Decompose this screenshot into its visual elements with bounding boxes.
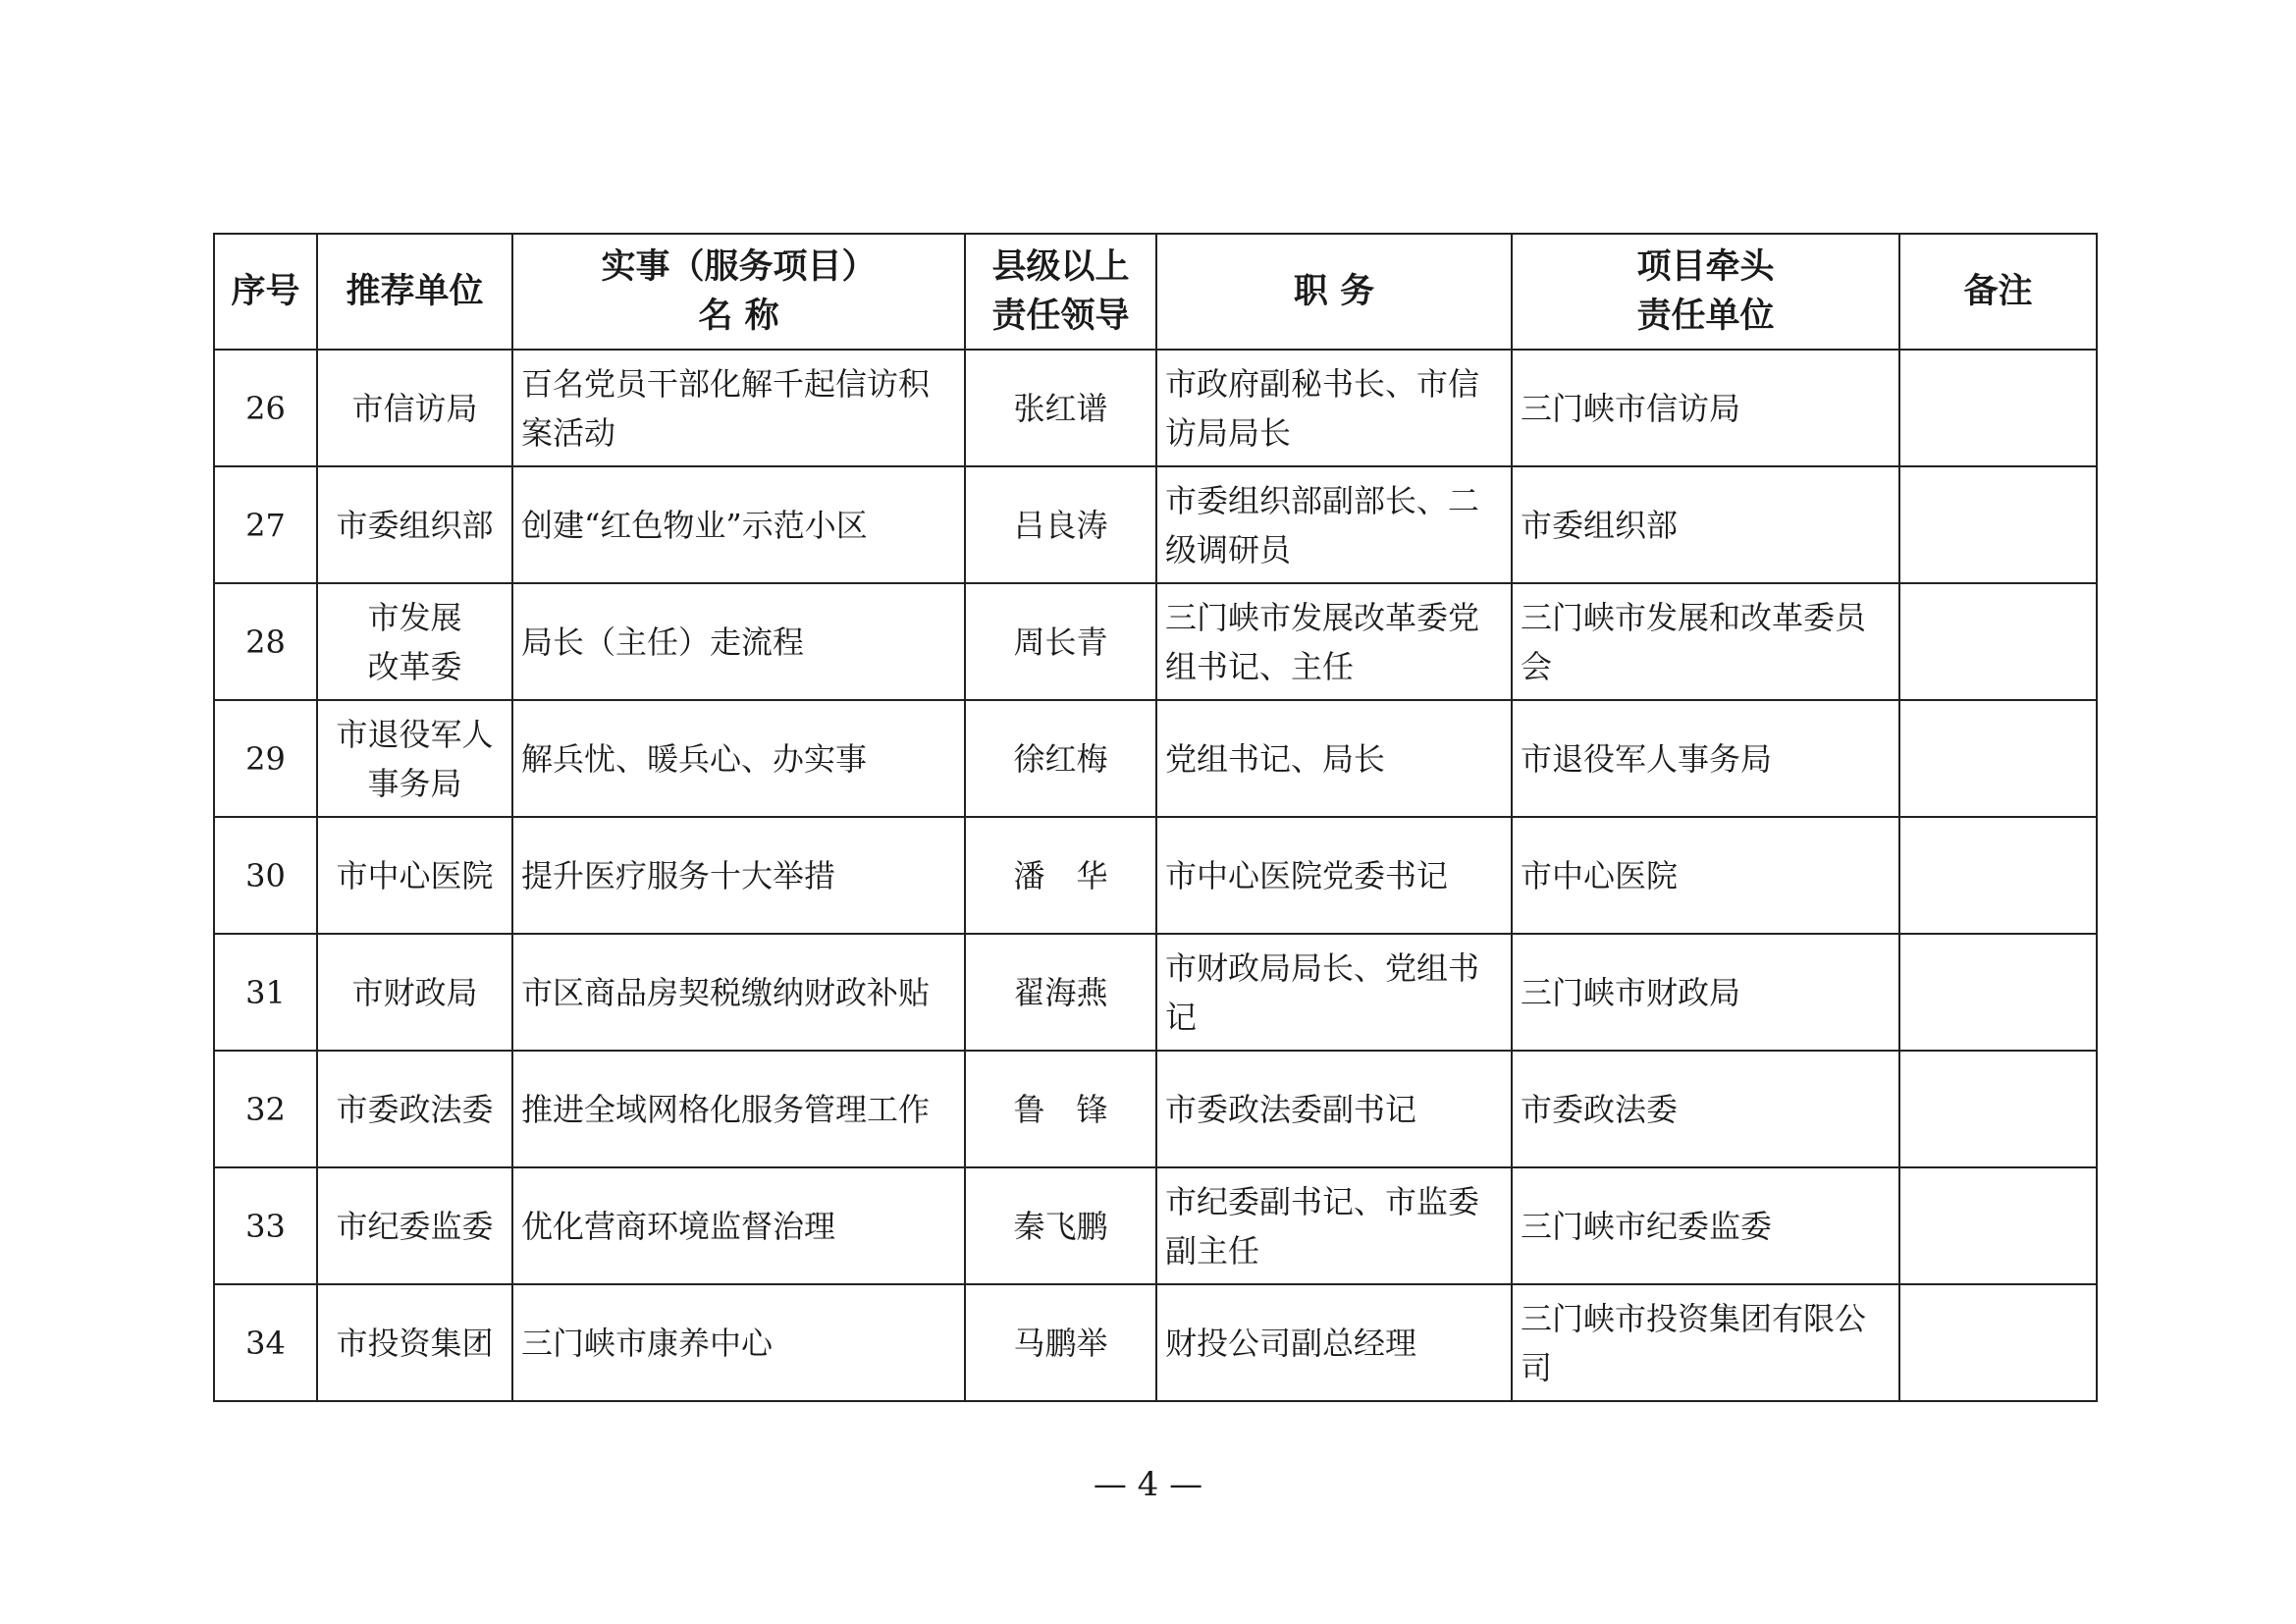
projects-table [213, 233, 2098, 1402]
responsible-leader: 潘 华 [965, 817, 1156, 934]
remark [1899, 700, 2097, 817]
lead-unit: 市中心医院 [1512, 817, 1899, 934]
table-row [214, 700, 2097, 817]
table-body [214, 350, 2097, 1401]
project-name: 三门峡市康养中心 [512, 1284, 965, 1401]
header-leader-line2: 责任领导 [991, 297, 1130, 336]
remark [1899, 1051, 2097, 1167]
project-name: 推进全域网格化服务管理工作 [512, 1051, 965, 1167]
recommending-unit [317, 350, 512, 466]
recommending-unit [317, 1051, 512, 1167]
unit-line1: 市投资集团 [336, 1324, 494, 1362]
leader-duty: 市纪委副书记、市监委副主任 [1156, 1167, 1512, 1284]
project-name: 解兵忧、暖兵心、办实事 [512, 700, 965, 817]
recommending-unit [317, 817, 512, 934]
remark [1899, 1284, 2097, 1401]
header-name-line1: 实事（服务项目） [601, 247, 877, 287]
responsible-leader: 鲁 锋 [965, 1051, 1156, 1167]
table-row [214, 1051, 2097, 1167]
leader-duty: 市委组织部副部长、二级调研员 [1156, 466, 1512, 583]
remark [1899, 817, 2097, 934]
row-number: 28 [214, 583, 317, 700]
project-name: 创建“红色物业”示范小区 [512, 466, 965, 583]
row-number: 29 [214, 700, 317, 817]
row-number: 33 [214, 1167, 317, 1284]
header-leader-line1: 县级以上 [991, 247, 1130, 287]
remark [1899, 934, 2097, 1051]
unit-line2: 事务局 [367, 764, 462, 802]
header-lead-line1: 项目牵头 [1636, 247, 1775, 287]
row-number: 31 [214, 934, 317, 1051]
row-number: 26 [214, 350, 317, 466]
header-lead-line2: 责任单位 [1636, 297, 1775, 336]
lead-unit: 市委政法委 [1512, 1051, 1899, 1167]
header-duty: 职 务 [1156, 234, 1512, 350]
project-name: 市区商品房契税缴纳财政补贴 [512, 934, 965, 1051]
remark [1899, 583, 2097, 700]
unit-line1: 市委政法委 [336, 1090, 494, 1128]
table-row [214, 583, 2097, 700]
responsible-leader: 秦飞鹏 [965, 1167, 1156, 1284]
recommending-unit [317, 700, 512, 817]
unit-line1: 市中心医院 [336, 856, 494, 894]
table-row [214, 934, 2097, 1051]
header-no: 序号 [214, 234, 317, 350]
unit-line2: 改革委 [367, 647, 462, 685]
lead-unit: 三门峡市纪委监委 [1512, 1167, 1899, 1284]
leader-duty: 市中心医院党委书记 [1156, 817, 1512, 934]
unit-line1: 市发展 [367, 598, 462, 636]
project-name: 提升医疗服务十大举措 [512, 817, 965, 934]
responsible-leader: 吕良涛 [965, 466, 1156, 583]
leader-duty: 市政府副秘书长、市信访局局长 [1156, 350, 1512, 466]
header-lead-unit [1512, 234, 1899, 350]
row-number: 30 [214, 817, 317, 934]
row-number: 34 [214, 1284, 317, 1401]
leader-duty: 财投公司副总经理 [1156, 1284, 1512, 1401]
unit-line1: 市委组织部 [336, 506, 494, 544]
leader-duty: 三门峡市发展改革委党组书记、主任 [1156, 583, 1512, 700]
recommending-unit [317, 1167, 512, 1284]
unit-line1: 市信访局 [351, 389, 478, 427]
project-name: 百名党员干部化解千起信访积案活动 [512, 350, 965, 466]
leader-duty: 市委政法委副书记 [1156, 1051, 1512, 1167]
leader-duty: 党组书记、局长 [1156, 700, 1512, 817]
responsible-leader: 翟海燕 [965, 934, 1156, 1051]
table-row [214, 350, 2097, 466]
recommending-unit [317, 583, 512, 700]
project-name: 优化营商环境监督治理 [512, 1167, 965, 1284]
lead-unit: 三门峡市投资集团有限公司 [1512, 1284, 1899, 1401]
lead-unit: 三门峡市财政局 [1512, 934, 1899, 1051]
remark [1899, 1167, 2097, 1284]
row-number: 32 [214, 1051, 317, 1167]
recommending-unit [317, 1284, 512, 1401]
header-name [512, 234, 965, 350]
responsible-leader: 徐红梅 [965, 700, 1156, 817]
lead-unit: 市退役军人事务局 [1512, 700, 1899, 817]
lead-unit: 市委组织部 [1512, 466, 1899, 583]
project-name: 局长（主任）走流程 [512, 583, 965, 700]
page-number: — 4 — [1093, 1465, 1203, 1504]
leader-duty: 市财政局局长、党组书记 [1156, 934, 1512, 1051]
header-name-line2: 名 称 [698, 297, 779, 336]
responsible-leader: 马鹏举 [965, 1284, 1156, 1401]
recommending-unit [317, 466, 512, 583]
lead-unit: 三门峡市发展和改革委员会 [1512, 583, 1899, 700]
responsible-leader: 周长青 [965, 583, 1156, 700]
responsible-leader: 张红谱 [965, 350, 1156, 466]
table-row [214, 1284, 2097, 1401]
header-leader [965, 234, 1156, 350]
header-remark: 备注 [1899, 234, 2097, 350]
unit-line1: 市纪委监委 [336, 1207, 494, 1245]
lead-unit: 三门峡市信访局 [1512, 350, 1899, 466]
row-number: 27 [214, 466, 317, 583]
unit-line1: 市财政局 [351, 973, 478, 1011]
unit-line1: 市退役军人 [336, 715, 494, 753]
table-header-row [214, 234, 2097, 350]
table-row [214, 466, 2097, 583]
header-unit: 推荐单位 [317, 234, 512, 350]
remark [1899, 466, 2097, 583]
table-row [214, 817, 2097, 934]
remark [1899, 350, 2097, 466]
table-row [214, 1167, 2097, 1284]
recommending-unit [317, 934, 512, 1051]
